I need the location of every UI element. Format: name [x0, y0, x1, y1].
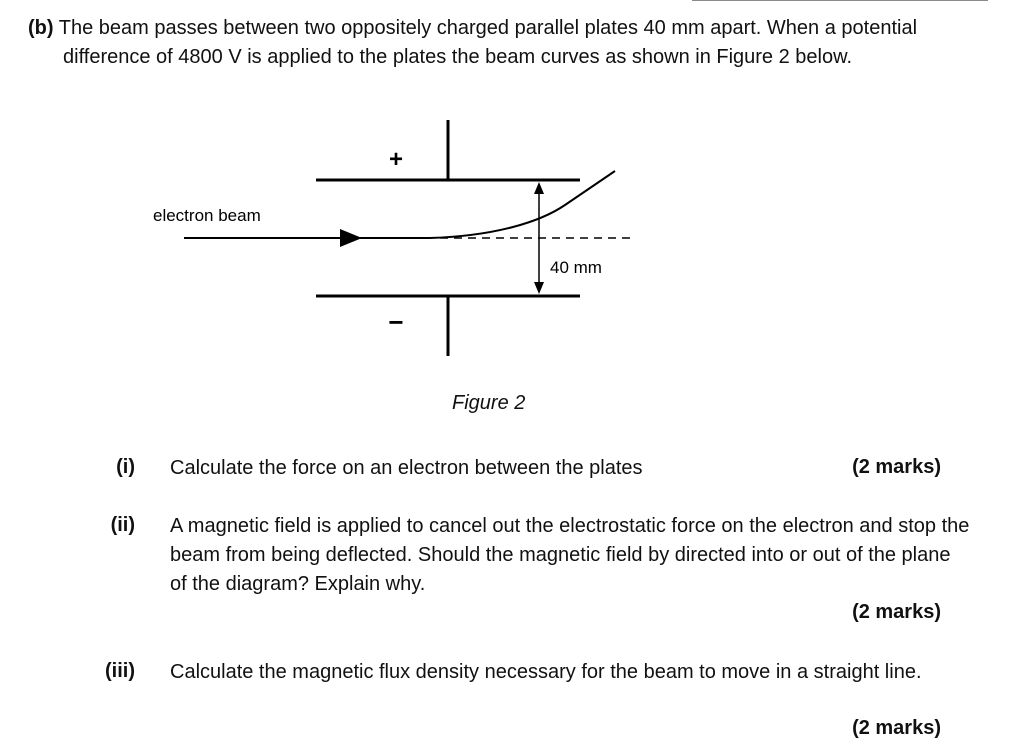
- gap-arrow-bottom: [534, 282, 544, 294]
- electron-beam-label: electron beam: [153, 206, 261, 225]
- minus-symbol: −: [388, 307, 404, 337]
- question-i-label: (i): [116, 456, 135, 478]
- gap-arrow-top: [534, 182, 544, 194]
- intro-text: The beam passes between two oppositely charged parallel plates 40 mm apart. When a potential difference of 4800 V is applied to the plates the beam curves as shown in Figure 2 below.: [58, 17, 918, 68]
- question-ii-marks: (2 marks): [852, 601, 941, 623]
- question-iii-label: (iii): [105, 660, 135, 682]
- question-iii-marks: (2 marks): [852, 717, 941, 739]
- question-i-marks: (2 marks): [852, 456, 941, 478]
- gap-label: 40 mm: [550, 258, 602, 277]
- beam-direction-arrow: [340, 229, 362, 247]
- question-ii-text: A magnetic field is applied to cancel out the electrostatic force on the electron and stop the beam from being deflected. Should the magnetic field by directed into or out of the plane of the diagram? Explain why.: [170, 515, 970, 595]
- part-label: (b): [28, 17, 54, 39]
- plus-symbol: +: [388, 146, 404, 173]
- figure-caption: Figure 2: [452, 392, 526, 414]
- question-iii-text: Calculate the magnetic flux density necessary for the beam to move in a straight line.: [170, 661, 922, 683]
- question-i-text: Calculate the force on an electron between the plates: [170, 457, 643, 479]
- question-ii-label: (ii): [110, 514, 135, 536]
